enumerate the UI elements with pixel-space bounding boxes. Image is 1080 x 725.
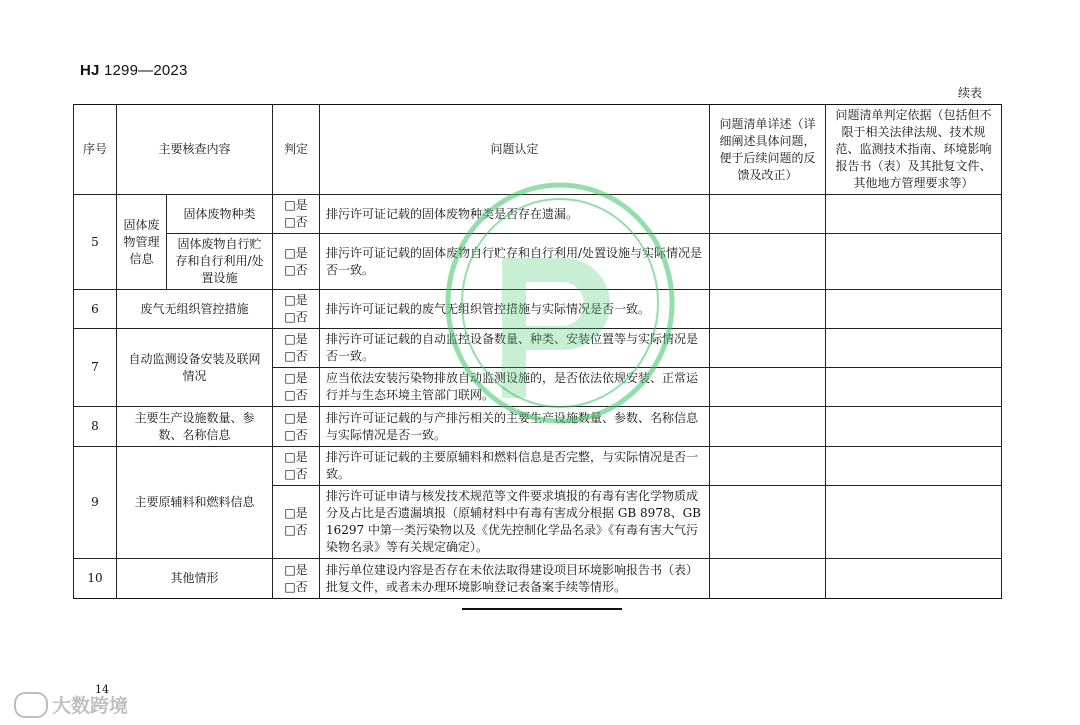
no-checkbox[interactable]: □否	[284, 388, 308, 402]
detail-cell[interactable]	[710, 290, 826, 329]
yes-checkbox[interactable]: □是	[284, 371, 308, 385]
detail-cell[interactable]	[710, 368, 826, 407]
item-name: 固体废物种类	[167, 195, 273, 234]
no-checkbox[interactable]: □否	[284, 523, 308, 537]
yes-checkbox[interactable]: □是	[284, 198, 308, 212]
no-checkbox[interactable]: □否	[284, 215, 308, 229]
issue-text: 排污许可证记载的自动监控设备数量、种类、安装位置等与实际情况是否一致。	[320, 329, 710, 368]
no-checkbox[interactable]: □否	[284, 579, 308, 594]
col-detail-header: 问题清单详述（详细阐述具体问题，便于后续问题的反馈及改正）	[710, 105, 826, 195]
item-group: 固体废物管理信息	[117, 195, 167, 290]
yes-checkbox[interactable]: □是	[284, 245, 308, 260]
yes-checkbox[interactable]: □是	[284, 506, 308, 520]
inspection-table	[73, 104, 1002, 599]
basis-cell[interactable]	[826, 486, 1002, 559]
issue-text: 排污许可证申请与核发技术规范等文件要求填报的有毒有害化学物质成分及占比是否遗漏填报（原辅材料中有毒有害成分根据 GB 8978、GB 16297 中第一类污染物以及《优先控制化学品名录》《有毒有害大气污染物名录》等有关规定确定）。	[320, 486, 710, 559]
yes-checkbox[interactable]: □是	[284, 332, 308, 346]
row-number: 8	[74, 407, 117, 447]
table-row	[74, 195, 1002, 234]
row-number: 5	[74, 195, 117, 290]
basis-cell[interactable]	[826, 447, 1002, 486]
issue-text: 排污许可证记载的固体废物种类是否存在遗漏。	[320, 195, 710, 234]
yes-checkbox[interactable]: □是	[284, 562, 308, 577]
end-rule	[462, 608, 622, 610]
no-checkbox[interactable]: □否	[284, 310, 308, 324]
judgement-cell	[273, 195, 320, 234]
item-name: 主要生产设施数量、参数、名称信息	[117, 407, 273, 447]
row-number: 10	[74, 559, 117, 599]
detail-cell[interactable]	[710, 234, 826, 290]
detail-cell[interactable]	[710, 447, 826, 486]
brand-text: 大数跨境	[52, 695, 129, 717]
issue-text: 排污许可证记载的固体废物自行贮存和自行利用/处置设施与实际情况是否一致。	[320, 234, 710, 290]
col-basis-header: 问题清单判定依据（包括但不限于相关法律法规、技术规范、监测技术指南、环境影响报告书（表）及其批复文件、其他地方管理要求等）	[826, 105, 1002, 195]
judgement-cell	[273, 329, 320, 368]
table-row	[74, 234, 1002, 290]
basis-cell[interactable]	[826, 290, 1002, 329]
basis-cell[interactable]	[826, 368, 1002, 407]
no-checkbox[interactable]: □否	[284, 427, 308, 442]
brand-logo-icon	[14, 692, 48, 718]
yes-checkbox[interactable]: □是	[284, 293, 308, 307]
issue-text: 排污许可证记载的主要原辅料和燃料信息是否完整，与实际情况是否一致。	[320, 447, 710, 486]
basis-cell[interactable]	[826, 559, 1002, 599]
basis-cell[interactable]	[826, 407, 1002, 447]
issue-text: 排污许可证记载的废气无组织管控措施与实际情况是否一致。	[320, 290, 710, 329]
no-checkbox[interactable]: □否	[284, 349, 308, 363]
judgement-cell	[273, 407, 320, 447]
item-name: 主要原辅料和燃料信息	[117, 447, 273, 559]
no-checkbox[interactable]: □否	[284, 262, 308, 277]
table-row	[74, 407, 1002, 447]
basis-cell[interactable]	[826, 195, 1002, 234]
col-judgement-header: 判定	[273, 105, 320, 195]
item-name: 固体废物自行贮存和自行利用/处置设施	[167, 234, 273, 290]
continued-label: 续表	[958, 86, 983, 100]
col-no-header: 序号	[74, 105, 117, 195]
judgement-cell	[273, 559, 320, 599]
yes-checkbox[interactable]: □是	[284, 410, 308, 425]
brand-watermark	[14, 691, 128, 718]
issue-text: 排污许可证记载的与产排污相关的主要生产设施数量、参数、名称信息与实际情况是否一致。	[320, 407, 710, 447]
judgement-cell	[273, 290, 320, 329]
judgement-cell	[273, 368, 320, 407]
page-number: 14	[95, 683, 109, 696]
row-number: 7	[74, 329, 117, 407]
detail-cell[interactable]	[710, 486, 826, 559]
col-issue-header: 问题认定	[320, 105, 710, 195]
yes-checkbox[interactable]: □是	[284, 450, 308, 464]
table-header-row	[74, 105, 1002, 195]
judgement-cell	[273, 447, 320, 486]
table-row	[74, 329, 1002, 368]
issue-text: 应当依法安装污染物排放自动监测设施的，是否依法依规安装、正常运行并与生态环境主管部门联网。	[320, 368, 710, 407]
table-row	[74, 447, 1002, 486]
judgement-cell	[273, 486, 320, 559]
detail-cell[interactable]	[710, 195, 826, 234]
issue-text: 排污单位建设内容是否存在未依法取得建设项目环境影响报告书（表）批复文件，或者未办理环境影响登记表备案手续等情形。	[320, 559, 710, 599]
detail-cell[interactable]	[710, 329, 826, 368]
table-row	[74, 290, 1002, 329]
basis-cell[interactable]	[826, 329, 1002, 368]
standard-code: HJ 1299—2023	[80, 62, 188, 79]
table-row	[74, 559, 1002, 599]
judgement-cell	[273, 234, 320, 290]
item-name: 废气无组织管控措施	[117, 290, 273, 329]
no-checkbox[interactable]: □否	[284, 467, 308, 481]
basis-cell[interactable]	[826, 234, 1002, 290]
item-name: 其他情形	[117, 559, 273, 599]
row-number: 6	[74, 290, 117, 329]
item-name: 自动监测设备安装及联网情况	[117, 329, 273, 407]
row-number: 9	[74, 447, 117, 559]
detail-cell[interactable]	[710, 407, 826, 447]
col-content-header: 主要核查内容	[117, 105, 273, 195]
detail-cell[interactable]	[710, 559, 826, 599]
